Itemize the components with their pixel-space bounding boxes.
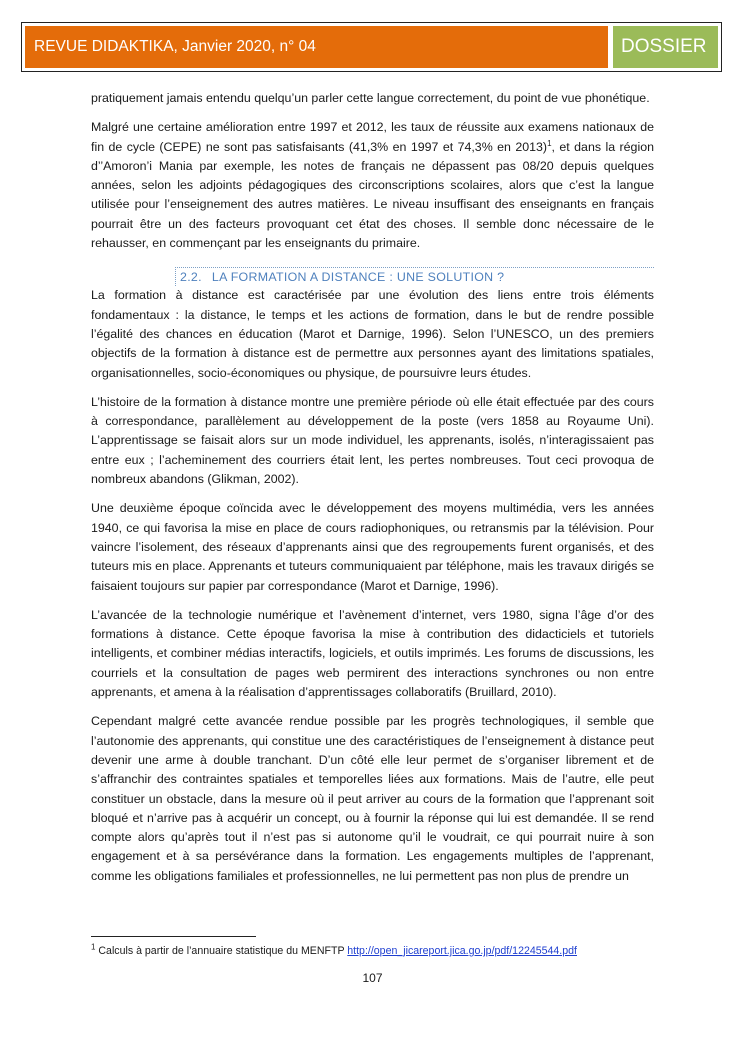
paragraph-continuation: pratiquement jamais entendu quelqu’un parler cette langue correctement, du point de vue phonétique. — [91, 91, 650, 105]
footnote-marker: 1 — [91, 942, 96, 952]
article-body — [91, 89, 654, 896]
section-label: DOSSIER — [613, 26, 718, 68]
paragraph-histoire: L’histoire de la formation à distance montre une première période où elle était effectuée par des cours à correspondance, parallèlement au développement de la poste (vers 1858 au Royaume Uni). L’apprentissage se faisait alors sur un mode individuel, les apprenants, isolés, n’interagissaient pas entre eux ; l’acheminement des courriers était lent, les pertes nombreuses. Tout ceci provoqua de nombreux abandons (Glikman, 2002). — [91, 394, 654, 487]
paragraph-avancee: L’avancée de la technologie numérique et l’avènement d’internet, vers 1980, signa l’âge d’or des formations à distance. Cette époque favorisa la mise à contribution des didacticiels et tutoriels intelligents, et combiner médias interactifs, logiciels, et outils imprimés. Les forums de discussions, les courriels et la consultation de pages web permirent des interactions synchrones ou non entre apprenants, et amena à la réalisation d’apprentissages collaboratifs (Bruillard, 2010). — [91, 607, 654, 700]
section-title: LA FORMATION A DISTANCE : UNE SOLUTION ? — [211, 270, 505, 285]
footnote-link[interactable]: http://open_jicareport.jica.go.jp/pdf/12245544.pdf — [347, 945, 577, 957]
paragraph-malgre — [91, 118, 654, 253]
section-number: 2.2. — [180, 270, 202, 285]
paragraph-formation: La formation à distance est caractérisée par une évolution des liens entre trois éléments fondamentaux : la distance, le temps et les actions de formation, dans le but de rendre possible l’égalité des chances en éducation (Marot et Darnige, 1996). Selon l’UNESCO, un des premiers objectifs de la formation à distance est de permettre aux personnes ayant des limitations spatiales, organisationnelles, socio-économiques ou physique, de poursuivre leurs études. — [91, 288, 654, 380]
paragraph-malgre-text: Malgré une certaine amélioration entre 1997 et 2012, les taux de réussite aux examens nationaux de fin de cycle (CEPE) ne sont pas satisfaisants (41,3% en 1997 et 74,3% en 2013) — [91, 120, 654, 154]
footnote-separator — [91, 936, 256, 937]
running-header — [21, 22, 722, 72]
footnote-reference[interactable]: 1 — [547, 138, 552, 148]
footnote — [91, 944, 654, 958]
paragraph-malgre-text-end: , et dans la région d’’Amoron’i Mania par exemple, les notes de français ne dépassent pas 08/20 depuis quelques années, selon les adjoints pédagogiques des circonscriptions scolaires, alors que c’est la langue utilisée pour l’enseignement des autres matières. Le niveau insuffisant des enseignants en français pourrait être un des facteurs provoquant cet état des choses. Il semble donc nécessaire de le rehausser, en commençant par les enseignants du primaire. — [91, 139, 654, 251]
journal-title: REVUE DIDAKTIKA, Janvier 2020, n° 04 — [25, 26, 608, 68]
footnote-text: Calculs à partir de l’annuaire statistique du MENFTP — [95, 945, 348, 957]
page-number: 107 — [362, 971, 383, 985]
paragraph-deuxieme-epoque: Une deuxième époque coïncida avec le développement des moyens multimédia, vers les années 1940, ce qui favorisa la mise en place de cours radiophoniques, ou retransmis par la télévision. Pour vaincre l’isolement, des réseaux d’apprenants ainsi que des regroupements furent organisés, et des tuteurs mis en place. Apprenants et tuteurs communiquaient par téléphone, mais les travaux dirigés se faisaient toujours sur papier par correspondance (Marot et Darnige, 1996). — [91, 501, 654, 593]
paragraph-cependant: Cependant malgré cette avancée rendue possible par les progrès technologiques, il semble que l’autonomie des apprenants, qui constitue une des caractéristiques de l’enseignement à distance peut devenir une arme à double tranchant. D’un côté elle leur permet de s’organiser librement et de s’affranchir des contraintes spatiales et temporelles liées aux formations. Mais de l’autre, elle peut constituer un obstacle, dans la mesure où il peut arriver au cours de la formation que l’apprenant soit bloqué et n’arrive pas à acquérir un concept, ou à fournir la réponse qui lui est demandée. Il se rend compte alors qu’après tout il n’est pas si autonome qu’il le voudrait, ce qui pourrait nuire à son engagement et à sa persévérance dans la formation. Les engagements multiples de l’apprenant, comme les obligations familiales et professionnelles, ne lui permettent pas non plus de prendre un — [91, 714, 654, 883]
section-heading — [175, 267, 654, 286]
